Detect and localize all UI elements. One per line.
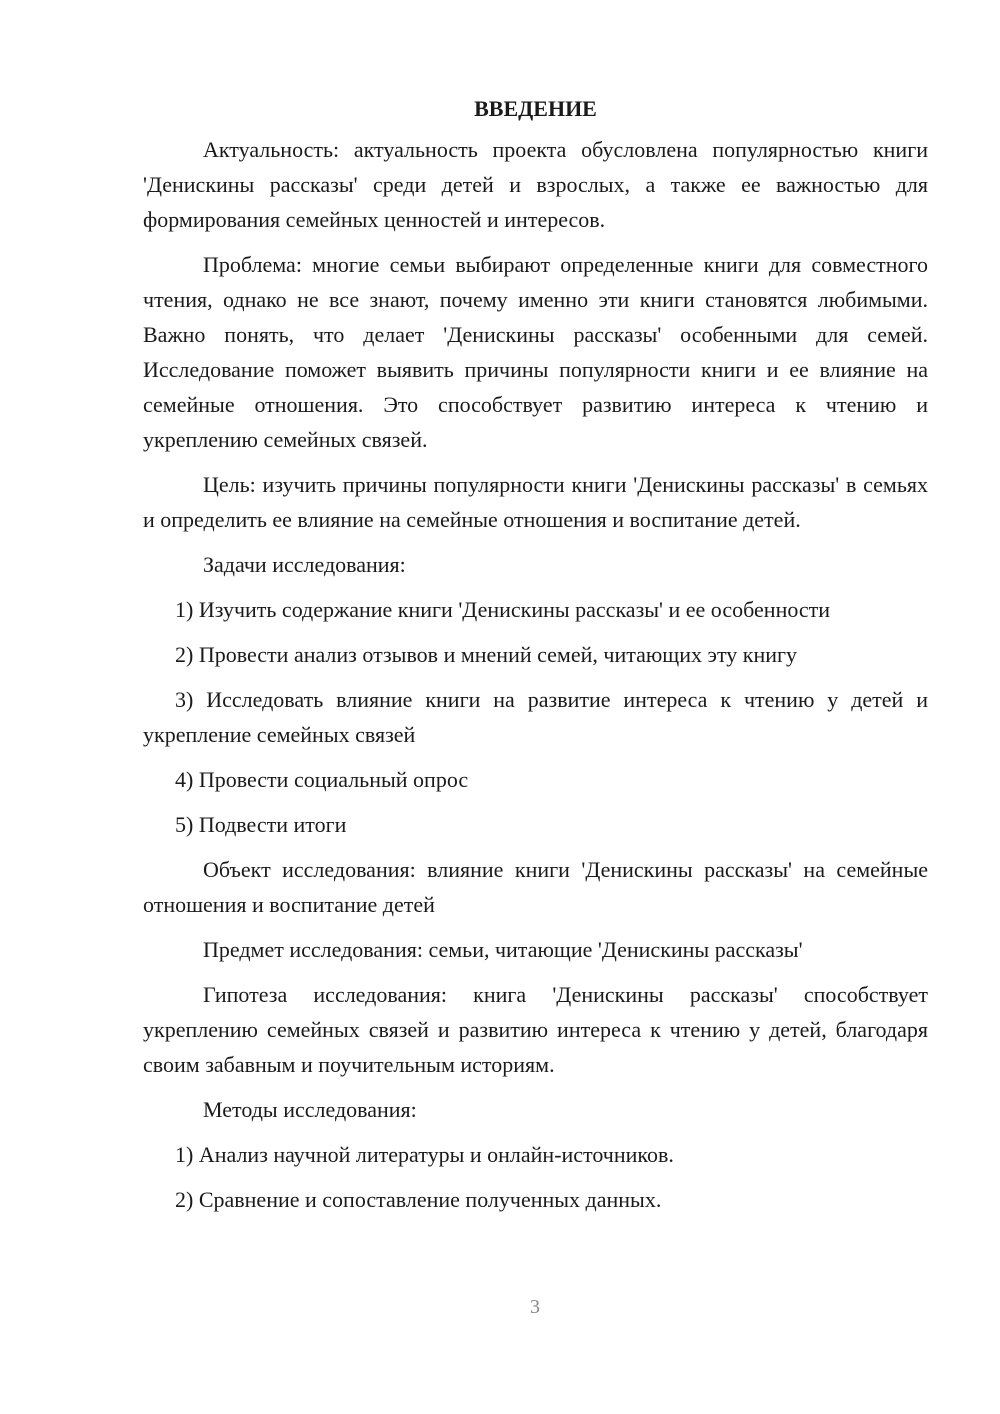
task-item: 5) Подвести итоги (175, 812, 347, 837)
task-item: 1) Изучить содержание книги 'Денискины рассказы' и ее особенности (175, 597, 831, 622)
method-item: 1) Анализ научной литературы и онлайн-источников. (175, 1142, 674, 1167)
page-number: 3 (530, 1296, 540, 1318)
tasks-heading: Задачи исследования: (203, 552, 406, 577)
methods-heading: Методы исследования: (203, 1097, 417, 1122)
problem-paragraph: Проблема: многие семьи выбирают определенные книги для совместного чтения, однако не все знают, почему именно эти книги становятся любимыми. Важно понять, что делает 'Денискины рассказы' особенными для семей. Исследование поможет выявить причины популярности книги и ее влияние на семейные отношения. Это способствует развитию интереса к чтению и укреплению семейных связей. (143, 252, 928, 452)
task-item: 2) Провести анализ отзывов и мнений семей, читающих эту книгу (175, 642, 798, 667)
object-paragraph: Объект исследования: влияние книги 'Денискины рассказы' на семейные отношения и воспитание детей (143, 857, 928, 917)
hypothesis-paragraph: Гипотеза исследования: книга 'Денискины рассказы' способствует укреплению семейных связей и развитию интереса к чтению у детей, благодаря своим забавным и поучительным историям. (143, 982, 928, 1077)
task-item: 4) Провести социальный опрос (175, 767, 469, 792)
document-page (143, 92, 928, 1227)
relevance-paragraph: Актуальность: актуальность проекта обусловлена популярностью книги 'Денискины рассказы' среди детей и взрослых, а также ее важностью для формирования семейных ценностей и интересов. (143, 137, 928, 232)
section-title: ВВЕДЕНИЕ (474, 96, 597, 121)
task-item: 3) Исследовать влияние книги на развитие интереса к чтению у детей и укрепление семейных связей (143, 687, 928, 747)
goal-paragraph: Цель: изучить причины популярности книги 'Денискины рассказы' в семьях и определить ее влияние на семейные отношения и воспитание детей. (143, 472, 928, 532)
method-item: 2) Сравнение и сопоставление полученных данных. (175, 1187, 662, 1212)
subject-paragraph: Предмет исследования: семьи, читающие 'Денискины рассказы' (203, 937, 803, 962)
